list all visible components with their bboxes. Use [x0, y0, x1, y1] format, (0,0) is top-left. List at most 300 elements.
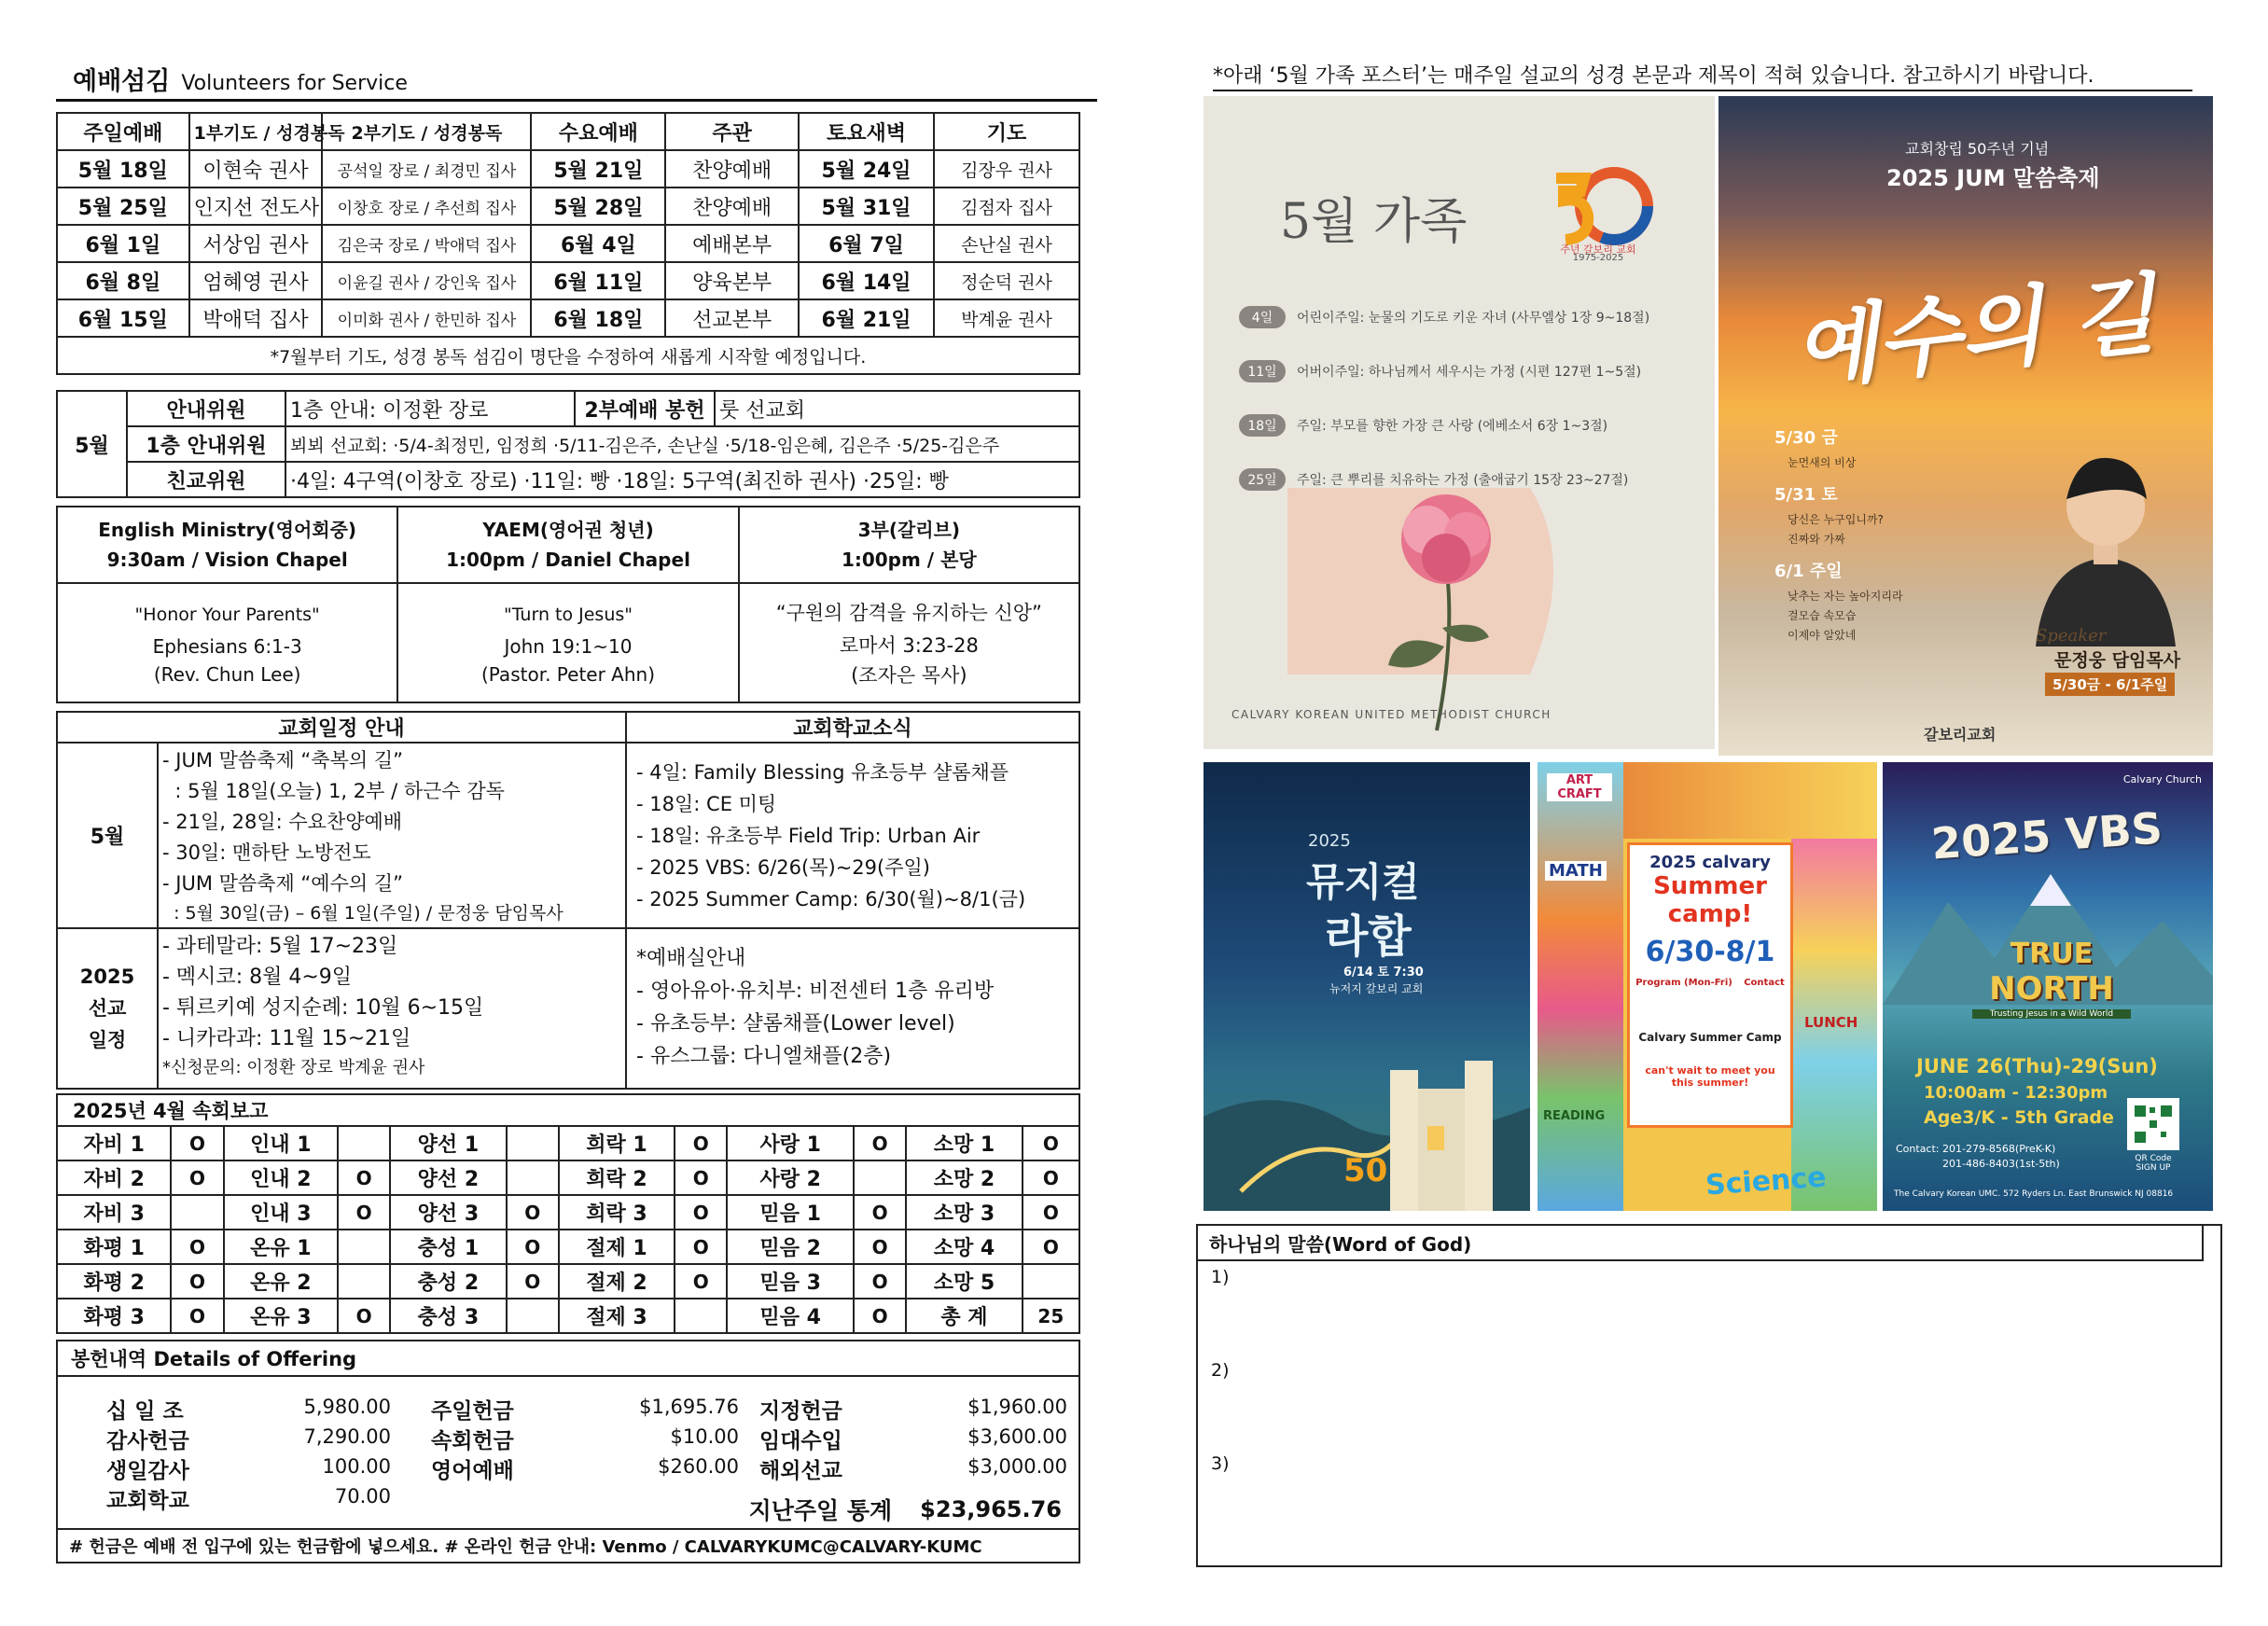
pray-cell: 정순덕 권사: [934, 262, 1079, 299]
sermon-scripture: 로마서 3:23-28: [839, 634, 979, 657]
jum-festival-poster: [1718, 96, 2213, 756]
may-label: 5월: [57, 743, 158, 928]
poster1-sermon: 어버이주일: 하나님께서 세우시는 가정 (시편 127편 1~5절): [1297, 365, 1642, 380]
group-name: 절제 3: [559, 1299, 675, 1333]
group-mark: O: [675, 1126, 727, 1160]
group-mark: O: [675, 1264, 727, 1299]
offering-label: 임대수입: [759, 1429, 842, 1453]
camp-collage-top: [1623, 762, 1877, 839]
word-item: 3): [1211, 1453, 1230, 1474]
poster1-day-badge: 11일: [1239, 360, 1286, 382]
group-mark: [171, 1195, 223, 1230]
jum-sermon: 당신은 누구입니까?: [1788, 513, 1884, 526]
host-cell: 양육본부: [665, 262, 799, 299]
group-mark: O: [171, 1126, 223, 1160]
group-name: 충성 1: [390, 1230, 506, 1264]
schedule-header: 교회일정 안내: [57, 712, 626, 743]
header-cell: 2부기도 / 성경봉독: [322, 113, 531, 150]
group-mark: [854, 1160, 906, 1195]
group-name: 소망 2: [906, 1160, 1022, 1195]
jum-sermon: 걸모습 속모습: [1788, 609, 1857, 622]
group-mark: [338, 1264, 390, 1299]
table-row: [57, 583, 1079, 702]
pray-cell: 손난실 권사: [934, 225, 1079, 262]
group-name: 자비 3: [57, 1195, 171, 1230]
sermon-scripture: John 19:1~10: [504, 635, 633, 658]
camp-title3: camp!: [1667, 900, 1753, 928]
musical-year: 2025: [1308, 831, 1351, 851]
mission-label-line: 2025: [79, 966, 135, 988]
ushers-value: 1층 안내: 이정환 장로: [285, 391, 575, 426]
attendance-row: [57, 1160, 1079, 1195]
poster1-item: [1239, 398, 1705, 452]
camp-art-label: ART CRAFT: [1547, 773, 1612, 801]
group-mark: O: [171, 1299, 223, 1333]
jum-church: 갈보리교회: [1924, 726, 1997, 744]
carnation-illustration: [1287, 488, 1586, 730]
poster1-sermon: 주일: 큰 뿌리를 치유하는 가정 (출애굽기 15장 23~27절): [1297, 473, 1629, 488]
volunteers-header-row: [57, 113, 1079, 150]
host-cell: 찬양예배: [665, 150, 799, 188]
jum-top1: 교회창립 50주년 기념: [1905, 140, 2050, 158]
group-mark: O: [507, 1230, 559, 1264]
group-name: 믿음 3: [727, 1264, 854, 1299]
header-cell: 주관: [665, 113, 799, 150]
camp-math-label: MATH: [1545, 861, 1607, 881]
ushers-value: ·4일: 4구역(이창호 장로) ·11일: 빵 ·18일: 5구역(최진하 권사) ·25일: 빵: [285, 462, 1079, 497]
vbs-time: 10:00am - 12:30pm: [1924, 1083, 2108, 1103]
group-mark: O: [675, 1230, 727, 1264]
summer-camp-poster: [1538, 762, 1877, 1211]
ministry-header: [57, 507, 397, 583]
camp-science-label: Science: [1704, 1160, 1828, 1202]
group-name: 소망 3: [906, 1195, 1022, 1230]
camp-card: [1627, 842, 1793, 1128]
worship-rooms: [626, 928, 1079, 1089]
sat-cell: 6월 21일: [799, 299, 934, 337]
wed-cell: 6월 18일: [531, 299, 665, 337]
camp-contact: Contact: [1744, 978, 1785, 988]
sat-cell: 5월 24일: [799, 150, 934, 188]
camp-collage-left: [1538, 762, 1623, 1211]
poster1-title: 5월 가족: [1280, 194, 1468, 250]
speaker-tag: Speaker: [2036, 626, 2107, 646]
volunteers-title: [73, 62, 408, 97]
camp-wait: can't wait to meet you this summer!: [1645, 1064, 1775, 1089]
poster1-sermon: 주일: 부모를 향한 가장 큰 사랑 (에베소서 6장 1~3절): [1297, 419, 1608, 434]
camp-title2: Summer: [1653, 872, 1767, 900]
attendance-row: [57, 1264, 1079, 1299]
ministry-header: [739, 507, 1079, 583]
schedule-item: : 5월 18일(오늘) 1, 2부 / 하근수 감독: [162, 780, 505, 802]
host-cell: 선교본부: [665, 299, 799, 337]
attendance-row: [57, 1230, 1079, 1264]
vbs-title: 2025 VBS: [1929, 802, 2164, 869]
group-name: 양선 2: [390, 1160, 506, 1195]
group-name: 믿음 2: [727, 1230, 854, 1264]
group-name: 인내 2: [224, 1160, 338, 1195]
group-name: 온유 2: [224, 1264, 338, 1299]
volunteers-table: [56, 112, 1080, 375]
vbs-qr-code: [2127, 1098, 2179, 1150]
ministries-table: [56, 506, 1080, 702]
group-name: 희락 3: [559, 1195, 675, 1230]
camp-name: Calvary Summer Camp: [1638, 1031, 1782, 1044]
group-name: 소망 4: [906, 1230, 1022, 1264]
host-cell: 예배본부: [665, 225, 799, 262]
group-mark: O: [854, 1230, 906, 1264]
offering-label: 주일헌금: [431, 1399, 514, 1424]
jum-title: 예수의 길: [1789, 263, 2160, 401]
vbs-ages: Age3/K - 5th Grade: [1924, 1107, 2114, 1128]
logo-sub: 주년 갈보리 교회: [1560, 243, 1636, 256]
schedule-item: - JUM 말씀축제 “축복의 길”: [162, 749, 404, 771]
group-name: 사랑 1: [727, 1126, 854, 1160]
may-schedule: [158, 743, 626, 928]
group-name: 절제 2: [559, 1264, 675, 1299]
word-title: 하나님의 말씀(Word of God): [1209, 1232, 1472, 1256]
table-row: [57, 299, 1079, 337]
mission-label-line: 일정: [88, 1029, 127, 1051]
school-item: - 2025 VBS: 6/26(목)~29(주일): [636, 855, 930, 879]
group-mark: O: [338, 1160, 390, 1195]
group-name: 화평 3: [57, 1299, 171, 1333]
group-name: 희락 1: [559, 1126, 675, 1160]
poster1-footer: CALVARY KOREAN UNITED METHODIST CHURCH: [1231, 708, 1551, 721]
wed-cell: 6월 11일: [531, 262, 665, 299]
pray-cell: 김점자 집사: [934, 188, 1079, 225]
mission-item: - 멕시코: 8월 4~9일: [162, 966, 353, 989]
table-row: [57, 188, 1079, 225]
offering-footer: [58, 1528, 1078, 1562]
poster1-items: [1239, 290, 1705, 507]
schedule-item: : 5월 30일(금) – 6월 1일(주일) / 문정웅 담임목사: [162, 903, 564, 924]
ushers-value: 뵈뵈 선교회: ·5/4-최정민, 임정희 ·5/11-김은주, 손난실 ·5/18-임은혜, 김은주 ·5/25-김은주: [285, 426, 1079, 462]
offering-total-value: $23,965.76: [920, 1496, 1062, 1522]
volunteers-note: *7월부터 기도, 성경 봉독 섬김이 명단을 수정하여 새롭게 시작할 예정입니다.: [57, 337, 1079, 374]
offering-label: 영어예배: [431, 1459, 514, 1483]
ministries-header-row: [57, 507, 1079, 583]
group-name: 자비 2: [57, 1160, 171, 1195]
vbs-poster: [1883, 762, 2213, 1211]
attendance-title-box: [56, 1093, 1080, 1127]
sat-cell: 6월 14일: [799, 262, 934, 299]
poster1-item: [1239, 344, 1705, 398]
group-name: 소망 1: [906, 1126, 1022, 1160]
ministry-time: 1:00pm / 본당: [841, 549, 977, 571]
header-cell: 토요새벽: [799, 113, 934, 150]
vbs-dates: JUNE 26(Thu)-29(Sun): [1916, 1055, 2158, 1077]
speaker-dates: 5/30금 - 6/1주일: [2045, 673, 2175, 696]
attendance-row: [57, 1299, 1079, 1333]
vbs-theme1: TRUE: [2010, 938, 2094, 970]
wed-cell: 5월 28일: [531, 188, 665, 225]
group-mark: O: [854, 1126, 906, 1160]
prayer2-cell: 이창호 장로 / 추선희 집사: [322, 188, 531, 225]
title-rule: [56, 99, 1097, 102]
mission-item: - 과테말라: 5월 17~23일: [162, 935, 398, 958]
date-cell: 6월 1일: [57, 225, 189, 262]
vbs-footer: The Calvary Korean UMC. 572 Ryders Ln. East Brunswick NJ 08816: [1894, 1189, 2174, 1199]
sermon-title: "Honor Your Parents": [134, 605, 320, 625]
camp-dates: 6/30-8/1: [1645, 936, 1775, 968]
offering-label: 지정헌금: [759, 1399, 842, 1424]
offering-label: 속회헌금: [431, 1429, 514, 1453]
date-cell: 6월 8일: [57, 262, 189, 299]
jum-sermon: 이제야 알았네: [1788, 629, 1857, 642]
table-row: [57, 743, 1079, 928]
vbs-qr-label: QR Code SIGN UP: [2135, 1154, 2172, 1173]
ushers-label: 친교위원: [127, 462, 285, 497]
jum-sermon: 눈먼새의 비상: [1788, 456, 1857, 469]
table-row: [57, 225, 1079, 262]
offering-row: [58, 1453, 1078, 1483]
offering-label: 생일감사: [106, 1459, 189, 1483]
jum-day: 5/31 토: [1774, 485, 1838, 505]
offering-value: $1,960.00: [967, 1396, 1067, 1418]
pray-cell: 박계윤 권사: [934, 299, 1079, 337]
offering-footer-text: # 헌금은 예배 전 입구에 있는 헌금함에 넣으세요. # 온라인 헌금 안내: Venmo / CALVARYKUMC@CALVARY-KUMC: [69, 1537, 982, 1557]
volunteers-title-ko: 예배섬김: [73, 67, 171, 96]
offering-value: $1,695.76: [639, 1396, 739, 1418]
schedule-item: - JUM 말씀축제 “예수의 길”: [162, 872, 404, 895]
group-mark: O: [675, 1160, 727, 1195]
vbs-contact2: 201-486-8403(1st-5th): [1942, 1158, 2060, 1170]
prayer2-cell: 공석일 장로 / 최경민 집사: [322, 150, 531, 188]
sat-cell: 6월 7일: [799, 225, 934, 262]
table-row: [57, 462, 1079, 497]
sermon-title: "Turn to Jesus": [503, 605, 633, 625]
table-row: [57, 928, 1079, 1089]
speaker-photo: [2026, 432, 2185, 646]
jum-sermon: 낮추는 자는 높아지리라: [1788, 590, 1903, 603]
school-header: 교회학교소식: [626, 712, 1079, 743]
schedule-item: - 30일: 맨하탄 노방전도: [162, 841, 371, 864]
ushers-month: 5월: [57, 391, 127, 497]
group-mark: O: [338, 1299, 390, 1333]
sermon-scripture: Ephesians 6:1-3: [152, 635, 302, 658]
group-mark: O: [338, 1195, 390, 1230]
sat-cell: 5월 31일: [799, 188, 934, 225]
header-cell: 수요예배: [531, 113, 665, 150]
poster1-day-badge: 18일: [1239, 414, 1286, 437]
offering-label: 교회학교: [106, 1489, 189, 1513]
offering-value: $3,000.00: [967, 1455, 1067, 1478]
vbs-theme-sub: Trusting Jesus in a Wild World: [1972, 1009, 2131, 1019]
prayer1-cell: 이현숙 권사: [189, 150, 323, 188]
ministry-sermon: [397, 583, 738, 702]
group-mark: O: [171, 1160, 223, 1195]
prayer2-cell: 김은국 장로 / 박애덕 집사: [322, 225, 531, 262]
camp-program: Program (Mon-Fri): [1635, 978, 1732, 988]
poster-notice-text: *아래 ‘5월 가족 포스터’는 매주일 설교의 성경 본문과 제목이 적혀 있습니다. 참고하시기 바랍니다.: [1213, 64, 2094, 88]
group-mark: O: [1023, 1126, 1079, 1160]
worship-item: - 유스그룹: 다니엘채플(2층): [636, 1045, 892, 1068]
camp-info-row: [1630, 978, 1790, 988]
group-mark: 25: [1023, 1299, 1079, 1333]
group-mark: O: [1023, 1160, 1079, 1195]
volunteers-title-en: Volunteers for Service: [181, 72, 408, 95]
group-mark: O: [1023, 1195, 1079, 1230]
offering-label: 감사헌금: [106, 1429, 189, 1453]
group-mark: [507, 1299, 559, 1333]
mission-item: *신청문의: 이정환 장로 박계윤 권사: [162, 1058, 425, 1077]
wed-cell: 6월 4일: [531, 225, 665, 262]
musical-title1: 뮤지컬: [1306, 859, 1420, 905]
offering-value: 100.00: [322, 1455, 391, 1478]
group-mark: [1023, 1264, 1079, 1299]
header-cell: 기도: [934, 113, 1079, 150]
mission-label-line: 선교: [88, 997, 127, 1020]
header-cell: 1부기도 / 성경봉독: [189, 113, 323, 150]
school-item: - 18일: 유초등부 Field Trip: Urban Air: [636, 824, 981, 847]
offering-total-label: 지난주일 통계: [748, 1497, 893, 1524]
vbs-theme2: NORTH: [1989, 970, 2114, 1008]
sermon-preacher: (조자은 목사): [851, 664, 967, 687]
group-mark: [507, 1160, 559, 1195]
group-mark: O: [854, 1195, 906, 1230]
group-name: 믿음 1: [727, 1195, 854, 1230]
prayer2-cell: 이미화 권사 / 한민하 집사: [322, 299, 531, 337]
carnation-icon: [1287, 488, 1586, 730]
group-mark: O: [507, 1264, 559, 1299]
offering-row: [58, 1424, 1078, 1453]
date-cell: 5월 18일: [57, 150, 189, 188]
jum-day: 5/30 금: [1774, 428, 1838, 448]
group-name: 절제 1: [559, 1230, 675, 1264]
ushers-label: 2부예배 봉헌: [575, 391, 715, 426]
pray-cell: 김장우 권사: [934, 150, 1079, 188]
mission-item: - 니카라과: 11월 15~21일: [162, 1027, 411, 1050]
poster1-item: [1239, 290, 1705, 344]
attendance-row: [57, 1195, 1079, 1230]
table-row: [57, 262, 1079, 299]
offering-title: 봉헌내역 Details of Offering: [71, 1348, 357, 1370]
ushers-label: 1층 안내위원: [127, 426, 285, 462]
worship-item: - 유초등부: 샬롬채플(Lower level): [636, 1012, 955, 1035]
sermon-title: “구원의 감격을 유지하는 신앙”: [775, 602, 1042, 624]
musical-logo: 50: [1343, 1152, 1388, 1189]
ministry-sermon: [739, 583, 1079, 702]
musical-venue: 뉴저지 갈보리 교회: [1329, 982, 1424, 995]
word-item: 2): [1211, 1360, 1230, 1381]
offering-label: 십 일 조: [106, 1399, 184, 1424]
offering-value: $3,600.00: [967, 1425, 1067, 1448]
jum-day: 6/1 주일: [1774, 562, 1843, 581]
anniversary-logo: [1547, 160, 1649, 262]
offering-value: 70.00: [334, 1485, 391, 1508]
group-name: 충성 3: [390, 1299, 506, 1333]
jum-top2: 2025 JUM 말씀축제: [1886, 165, 2100, 191]
offering-value: $10.00: [670, 1425, 739, 1448]
group-name: 총 계: [906, 1299, 1022, 1333]
group-name: 희락 2: [559, 1160, 675, 1195]
group-name: 온유 3: [224, 1299, 338, 1333]
poster1-day-badge: 4일: [1239, 306, 1286, 328]
group-mark: O: [171, 1264, 223, 1299]
ushers-table: [56, 390, 1080, 496]
may-family-poster: [1204, 96, 1715, 749]
schedule-header-row: [57, 712, 1079, 743]
school-item: - 2025 Summer Camp: 6/30(월)~8/1(금): [636, 887, 1026, 910]
group-name: 사랑 2: [727, 1160, 854, 1195]
group-mark: [507, 1126, 559, 1160]
ushers-label: 안내위원: [127, 391, 285, 426]
prayer1-cell: 엄혜영 권사: [189, 262, 323, 299]
jum-schedule: [1774, 424, 2017, 646]
group-name: 화평 1: [57, 1230, 171, 1264]
camp-title1: 2025 calvary: [1649, 853, 1771, 872]
prayer1-cell: 서상임 권사: [189, 225, 323, 262]
vbs-theme: [1972, 938, 2131, 1019]
group-mark: [338, 1126, 390, 1160]
camp-reading-label: READING: [1543, 1109, 1606, 1123]
vbs-church: Calvary Church: [2122, 773, 2202, 785]
table-note-row: [57, 337, 1079, 374]
group-mark: [338, 1230, 390, 1264]
musical-title2: 라합: [1325, 910, 1412, 963]
schedule-table: [56, 711, 1080, 1084]
group-mark: O: [171, 1230, 223, 1264]
offering-total: [749, 1493, 1062, 1526]
group-mark: [675, 1299, 727, 1333]
group-mark: O: [675, 1195, 727, 1230]
date-cell: 6월 15일: [57, 299, 189, 337]
date-cell: 5월 25일: [57, 188, 189, 225]
ministry-header: [397, 507, 738, 583]
ministry-name: English Ministry(영어회중): [98, 519, 357, 541]
mission-item: - 튀르키예 성지순례: 10월 6~15일: [162, 996, 484, 1020]
group-mark: O: [507, 1195, 559, 1230]
ushers-value: 룻 선교회: [715, 391, 1079, 426]
qr-code-icon: [2133, 1104, 2174, 1145]
poster1-sermon: 어린이주일: 눈물의 기도로 키운 자녀 (사무엘상 1장 9~18절): [1297, 311, 1650, 326]
group-name: 믿음 4: [727, 1299, 854, 1333]
group-name: 충성 2: [390, 1264, 506, 1299]
ministry-time: 9:30am / Vision Chapel: [106, 549, 348, 571]
speaker-name: 문정웅 담임목사: [2054, 650, 2181, 671]
poster-notice: [1213, 60, 2192, 91]
host-cell: 찬양예배: [665, 188, 799, 225]
vbs-contact1: Contact: 201-279-8568(PreK-K): [1896, 1143, 2056, 1155]
musical-poster: [1204, 762, 1530, 1211]
ministry-time: 1:00pm / Daniel Chapel: [446, 549, 690, 571]
school-news: [626, 743, 1079, 928]
attendance-row: [57, 1126, 1079, 1160]
offering-value: 5,980.00: [303, 1396, 391, 1418]
offering-value: $260.00: [658, 1455, 739, 1478]
schedule-item: - 21일, 28일: 수요찬양예배: [162, 811, 403, 833]
ministry-sermon: [57, 583, 397, 702]
prayer1-cell: 박애덕 집사: [189, 299, 323, 337]
speaker-portrait-icon: [2026, 432, 2185, 646]
wed-cell: 5월 21일: [531, 150, 665, 188]
musical-date: 6/14 토 7:30: [1343, 966, 1424, 980]
school-item: - 4일: Family Blessing 유초등부 샬롬채플: [636, 760, 1009, 784]
worship-item: - 영아유아·유치부: 비전센터 1층 유리방: [636, 980, 995, 1003]
sermon-preacher: (Pastor. Peter Ahn): [480, 663, 656, 686]
worship-item: *예배실안내: [636, 947, 746, 970]
table-row: [57, 426, 1079, 462]
sermon-preacher: (Rev. Chun Lee): [153, 663, 301, 686]
group-mark: O: [854, 1299, 906, 1333]
prayer2-cell: 이윤길 권사 / 강인욱 집사: [322, 262, 531, 299]
word-title-bar: [1198, 1226, 2204, 1261]
offering-label: 해외선교: [759, 1459, 842, 1483]
group-name: 인내 1: [224, 1126, 338, 1160]
offering-title-bar: [58, 1341, 1078, 1377]
attendance-table: [56, 1125, 1080, 1332]
